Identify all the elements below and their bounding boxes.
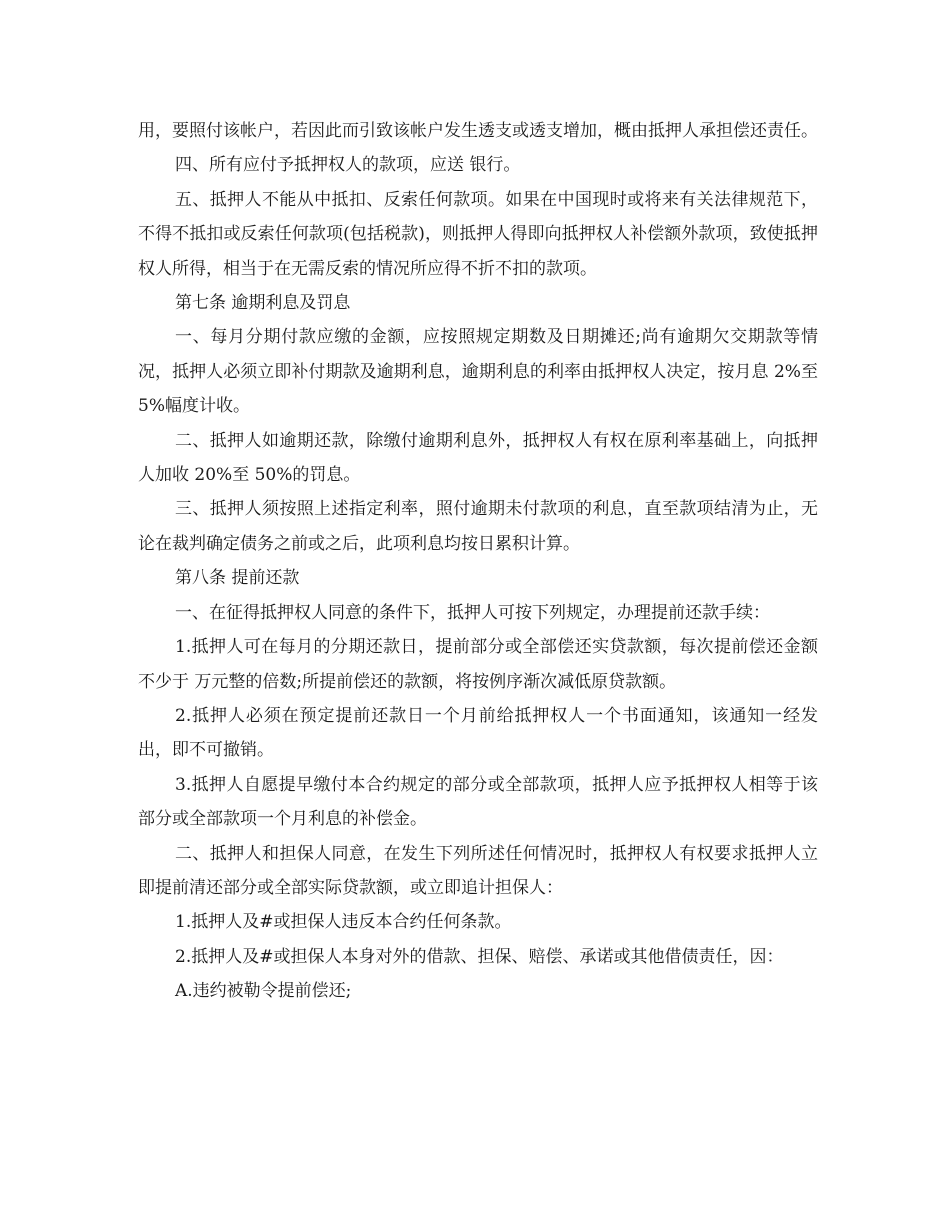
paragraph-article-8-item-2-sub-2: 2.抵押人及#或担保人本身对外的借款、担保、赔偿、承诺或其他借债责任，因： bbox=[175, 946, 784, 967]
paragraph-article-8-item-2: 二、抵押人和担保人同意，在发生下列所述任何情况时，抵押权人有权要求抵押人立即提前清还部分或全部实际贷款额，或立即追计担保人： bbox=[138, 843, 818, 898]
paragraph-continuation: 用，要照付该帐户，若因此而引致该帐户发生透支或透支增加，概由抵押人承担偿还责任。 bbox=[138, 121, 818, 141]
document-body bbox=[138, 114, 818, 1009]
paragraph-article-8-item-2-sub-1: 1.抵押人及#或担保人违反本合约任何条款。 bbox=[175, 912, 512, 933]
article-8-heading: 第八条 提前还款 bbox=[175, 568, 300, 589]
paragraph-article-8-sub-1: 1.抵押人可在每月的分期还款日，提前部分或全部偿还实贷款额，每次提前偿还金额不少于 万元整的倍数;所提前偿还的款额，将按例序渐次减低原贷款额。 bbox=[138, 637, 818, 692]
paragraph-article-7-item-2: 二、抵押人如逾期还款，除缴付逾期利息外，抵押权人有权在原利率基础上，向抵押人加收 20%至 50%的罚息。 bbox=[138, 430, 818, 486]
paragraph-clause-5: 五、抵押人不能从中抵扣、反索任何款项。如果在中国现时或将来有关法律规范下，不得不抵扣或反索任何款项(包括税款)，则抵押人得即向抵押权人补偿额外款项，致使抵押权人所得，相当于在无需反索的情况所应得不折不扣的款项。 bbox=[138, 189, 818, 279]
paragraph-article-8-item-1: 一、在征得抵押权人同意的条件下，抵押人可按下列规定，办理提前还款手续： bbox=[175, 602, 770, 623]
paragraph-article-7-item-3: 三、抵押人须按照上述指定利率，照付逾期未付款项的利息，直至款项结清为止，无论在裁判确定债务之前或之后，此项利息均按日累积计算。 bbox=[138, 499, 818, 554]
article-7-heading: 第七条 逾期利息及罚息 bbox=[175, 293, 351, 314]
paragraph-article-8-item-2-sub-a: A.违约被勒令提前偿还; bbox=[175, 981, 352, 1002]
paragraph-clause-4: 四、所有应付予抵押权人的款项，应送 银行。 bbox=[175, 155, 521, 176]
paragraph-article-7-item-1: 一、每月分期付款应缴的金额，应按照规定期数及日期摊还;尚有逾期欠交期款等情况，抵押人必须立即补付期款及逾期利息，逾期利息的利率由抵押权人决定，按月息 2%至 5%幅度计收。 bbox=[138, 327, 818, 417]
paragraph-article-8-sub-2: 2.抵押人必须在预定提前还款日一个月前给抵押权人一个书面通知，该通知一经发出，即不可撤销。 bbox=[138, 705, 818, 761]
paragraph-article-8-sub-3: 3.抵押人自愿提早缴付本合约规定的部分或全部款项，抵押人应予抵押权人相等于该部分或全部款项一个月利息的补偿金。 bbox=[138, 774, 818, 830]
